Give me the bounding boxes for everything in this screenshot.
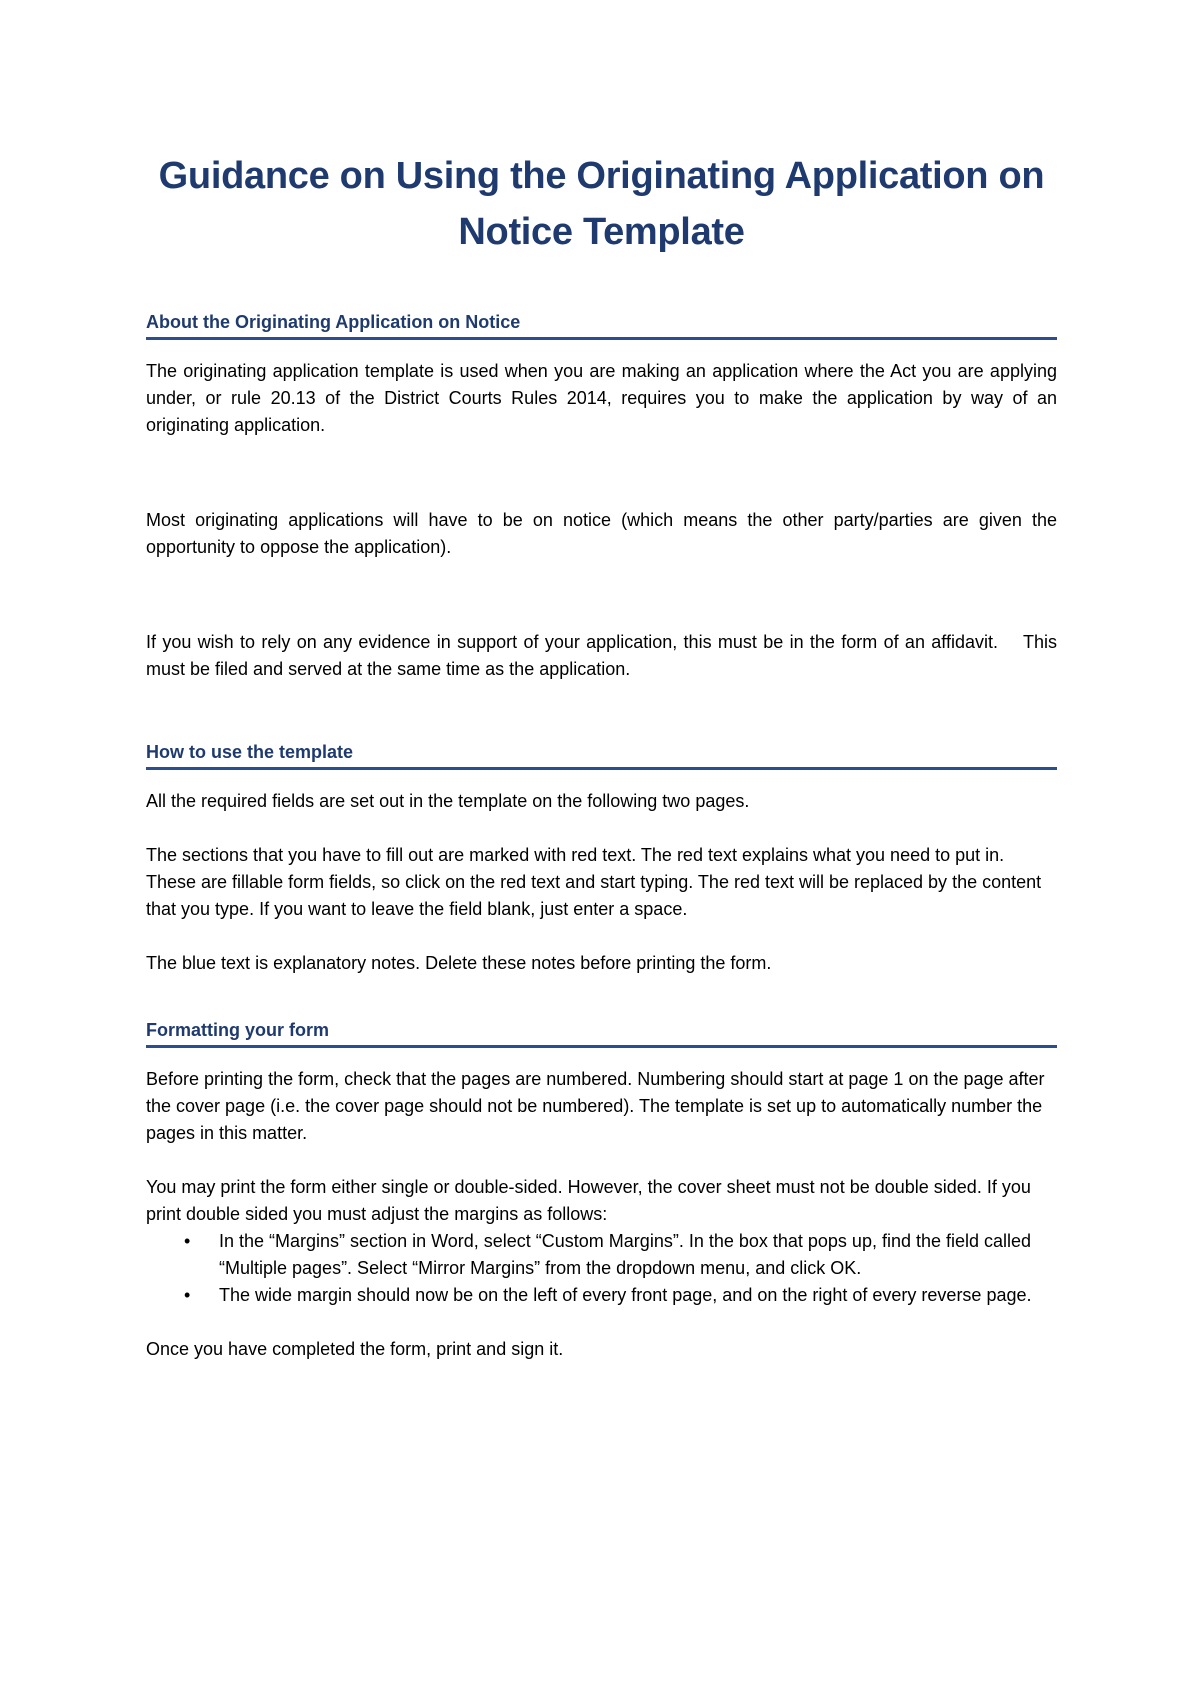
margin-instructions-list [146, 1228, 1057, 1309]
how-paragraph-1: All the required fields are set out in the template on the following two pages. [146, 791, 750, 811]
how-paragraph-3: The blue text is explanatory notes. Delete these notes before printing the form. [146, 953, 772, 973]
title-line-1: Guidance on Using the Originating Application on [158, 155, 1045, 197]
page-title [146, 148, 1057, 260]
about-paragraph-1: The originating application template is used when you are making an application where the Act you are applying under, or rule 20.13 of the District Courts Rules 2014, requires you to make the application by way of an originating application. [146, 361, 1057, 435]
bullet-icon: • [184, 1285, 191, 1305]
document-page [146, 0, 1063, 1363]
format-paragraph-3: Once you have completed the form, print and sign it. [146, 1339, 564, 1359]
format-paragraph-1: Before printing the form, check that the pages are numbered. Numbering should start at page 1 on the page after the cover page (i.e. the cover page should not be numbered). The template is set up to automatically number the pages in this matter. [146, 1069, 1045, 1143]
list-item-text: The wide margin should now be on the left of every front page, and on the right of every reverse page. [219, 1285, 1032, 1305]
about-paragraph-3: If you wish to rely on any evidence in support of your application, this must be in the form of an affidavit. This must be filed and served at the same time as the application. [146, 632, 1063, 679]
how-paragraph-2: The sections that you have to fill out are marked with red text. The red text explains what you need to put in. These are fillable form fields, so click on the red text and start typing. The red text will be replaced by the content that you type. If you want to leave the field blank, just enter a space. [146, 845, 1042, 919]
section-heading-formatting: Formatting your form [146, 1018, 1057, 1048]
section-heading-about: About the Originating Application on Notice [146, 310, 1057, 340]
list-item [146, 1282, 1057, 1309]
bullet-icon: • [184, 1231, 191, 1251]
list-item-text: In the “Margins” section in Word, select “Custom Margins”. In the box that pops up, find the field called “Multiple pages”. Select “Mirror Margins” from the dropdown menu, and click OK. [219, 1231, 1032, 1278]
list-item [146, 1228, 1057, 1282]
format-paragraph-2: You may print the form either single or double-sided. However, the cover sheet must not be double sided. If you print double sided you must adjust the margins as follows: [146, 1177, 1031, 1224]
about-paragraph-2: Most originating applications will have to be on notice (which means the other party/parties are given the opportunity to oppose the application). [146, 510, 1057, 557]
section-heading-how-to-use: How to use the template [146, 740, 1057, 770]
title-line-2: Notice Template [458, 211, 745, 253]
